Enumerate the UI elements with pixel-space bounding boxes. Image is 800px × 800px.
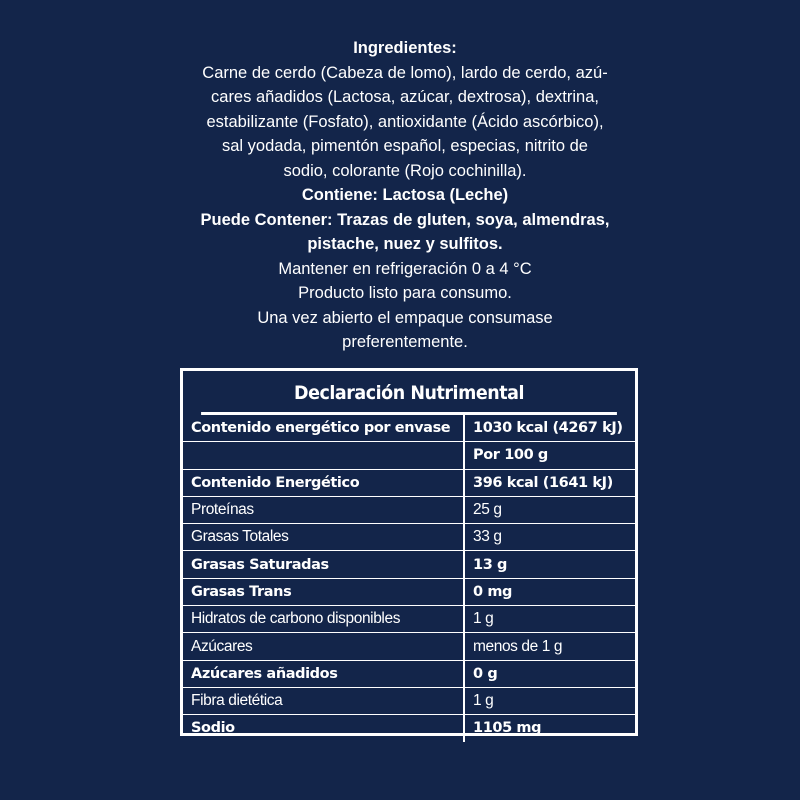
table-row: [183, 496, 635, 523]
nutrition-title: Declaración Nutrimental: [201, 371, 617, 415]
table-row: [183, 633, 635, 660]
allergen-may-contain-line: Puede Contener: Trazas de gluten, soya, almendras,: [200, 210, 610, 229]
row-label: Proteínas: [183, 496, 464, 523]
table-row: [183, 578, 635, 605]
storage-line: Mantener en refrigeración 0 a 4 °C: [278, 259, 532, 278]
storage-line: Producto listo para consumo.: [298, 284, 512, 302]
allergen-contains: Contiene: Lactosa (Leche): [301, 186, 509, 204]
row-label: Grasas Saturadas: [183, 551, 464, 578]
storage-line: Una vez abierto el empaque consumase: [257, 308, 553, 327]
row-label: Azúcares añadidos: [183, 660, 464, 687]
table-row: [183, 660, 635, 687]
row-label: Contenido Energético: [183, 469, 464, 496]
ingredients-line: estabilizante (Fosfato), antioxidante (Ácido ascórbico),: [206, 112, 604, 131]
storage-line: preferentemente.: [342, 333, 468, 351]
nutrition-grid: [183, 415, 635, 742]
row-label: Azúcares: [183, 633, 464, 660]
row-value: 1030 kcal (4267 kJ): [464, 415, 635, 442]
row-label: Contenido energético por envase: [183, 415, 464, 442]
row-label: Grasas Totales: [183, 524, 464, 551]
row-value: 396 kcal (1641 kJ): [464, 469, 635, 496]
row-value: 13 g: [464, 551, 635, 578]
ingredients-block: [150, 36, 660, 355]
table-row: [183, 687, 635, 714]
row-label: Sodio: [183, 715, 464, 742]
row-label: Fibra dietética: [183, 687, 464, 714]
table-row: [183, 524, 635, 551]
row-label: Hidratos de carbono disponibles: [183, 606, 464, 633]
table-row: [183, 469, 635, 496]
allergen-may-contain-line: pistache, nuez y sulfitos.: [307, 235, 503, 253]
ingredients-line: cares añadidos (Lactosa, azúcar, dextrosa), dextrina,: [211, 88, 599, 106]
table-row: [183, 442, 635, 469]
ingredients-heading: Ingredientes:: [353, 39, 457, 57]
table-row: [183, 606, 635, 633]
table-row: [183, 415, 635, 442]
row-label: [183, 442, 464, 469]
row-value: 0 mg: [464, 578, 635, 605]
ingredients-line: sodio, colorante (Rojo cochinilla).: [283, 161, 527, 180]
row-value: 0 g: [464, 660, 635, 687]
row-label: Grasas Trans: [183, 578, 464, 605]
row-value: 1 g: [464, 687, 635, 714]
nutrition-table: [180, 368, 638, 736]
row-value: menos de 1 g: [464, 633, 635, 660]
row-value: 1105 mg: [473, 720, 542, 737]
ingredients-line: Carne de cerdo (Cabeza de lomo), lardo de cerdo, azú-: [202, 63, 608, 82]
table-row: [183, 551, 635, 578]
row-value: 1 g: [464, 606, 635, 633]
row-value: 33 g: [464, 524, 635, 551]
row-value: 25 g: [464, 496, 635, 523]
table-row: [183, 715, 635, 742]
ingredients-line: sal yodada, pimentón español, especias, nitrito de: [222, 137, 588, 155]
row-value: Por 100 g: [464, 442, 635, 469]
